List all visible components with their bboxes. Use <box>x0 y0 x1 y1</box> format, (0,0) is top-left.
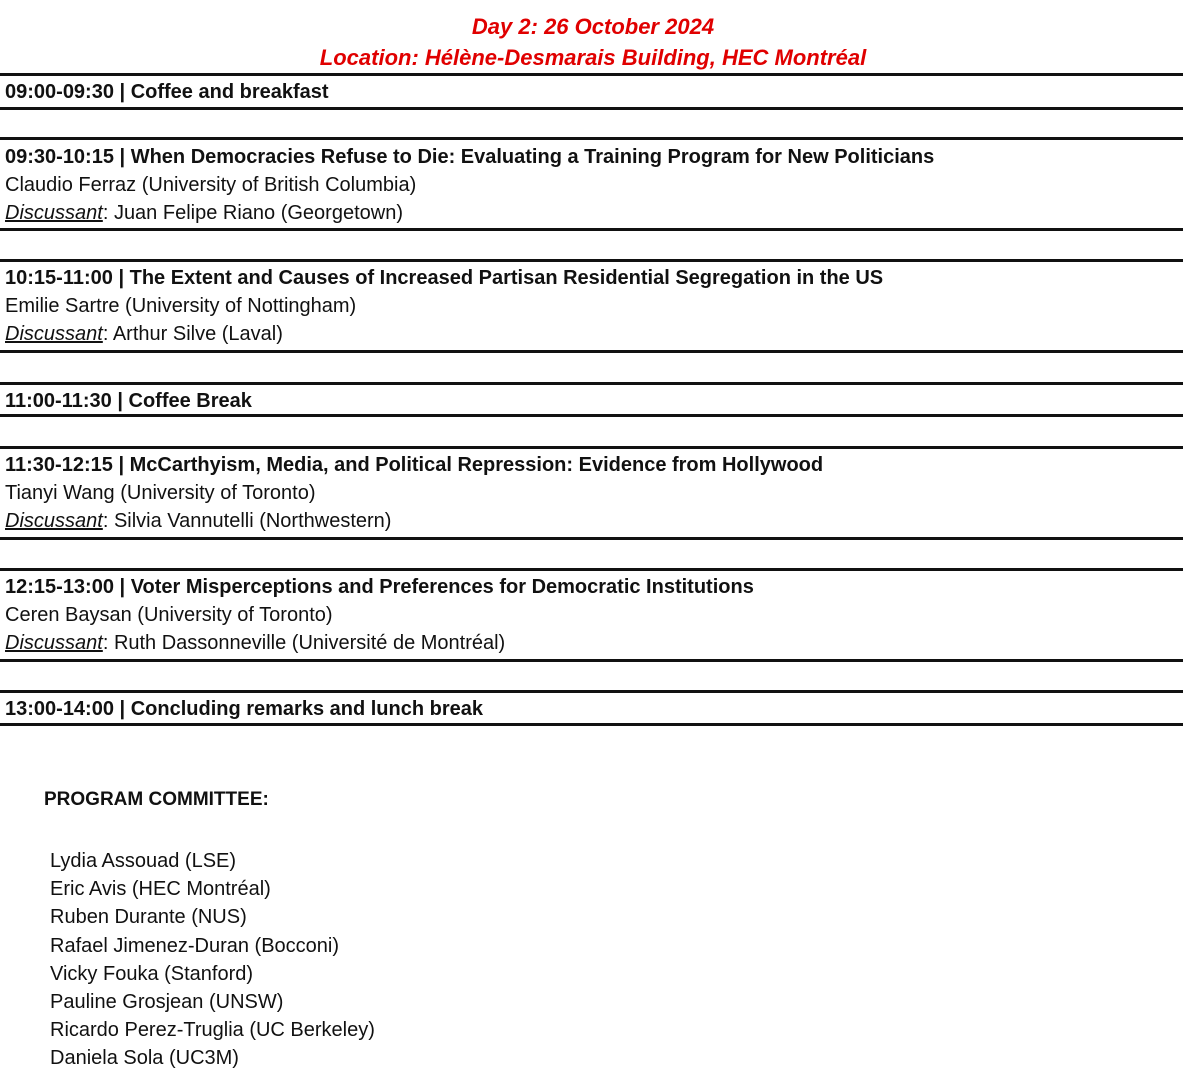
separator: | <box>119 576 126 598</box>
discussant-line: Discussant: Arthur Silve (Laval) <box>5 323 283 345</box>
rule <box>0 446 1183 449</box>
committee-member: Rafael Jimenez-Duran (Bocconi) <box>50 934 340 957</box>
slot-time: 09:00-09:30 <box>5 81 114 103</box>
separator: | <box>119 698 126 720</box>
speaker: Tianyi Wang (University of Toronto) <box>5 482 316 504</box>
slot-title: McCarthyism, Media, and Political Repression: Evidence from Hollywood <box>129 454 824 476</box>
separator: | <box>117 390 123 412</box>
discussant: Silvia Vannutelli (Northwestern) <box>113 510 392 532</box>
rule <box>0 414 1183 417</box>
schedule-slot <box>5 451 823 535</box>
slot-title-line <box>5 573 754 601</box>
slot-title: Coffee Break <box>128 390 252 412</box>
schedule-slot <box>5 264 883 348</box>
committee-member: Ricardo Perez-Truglia (UC Berkeley) <box>50 1019 375 1042</box>
separator: | <box>118 454 125 476</box>
discussant-label: Discussant <box>5 202 103 224</box>
day-heading: Day 2: 26 October 2024 <box>471 14 715 39</box>
slot-title: Voter Misperceptions and Preferences for Democratic Institutions <box>130 576 754 598</box>
committee-member: Vicky Fouka (Stanford) <box>50 962 254 985</box>
discussant-line: Discussant: Ruth Dassonneville (Université de Montréal) <box>5 632 506 654</box>
rule <box>0 107 1183 110</box>
slot-title-line <box>5 78 329 106</box>
schedule-slot <box>5 573 754 657</box>
rule <box>0 259 1183 262</box>
slot-time: 13:00-14:00 <box>5 698 114 720</box>
slot-title: When Democracies Refuse to Die: Evaluating a Training Program for New Politicians <box>130 146 935 168</box>
discussant: Arthur Silve (Laval) <box>112 323 283 345</box>
discussant-label: Discussant <box>5 510 103 532</box>
committee-title: PROGRAM COMMITTEE: <box>44 789 269 810</box>
committee-member: Lydia Assouad (LSE) <box>50 850 237 872</box>
separator: | <box>119 81 126 103</box>
location-heading: Location: Hélène-Desmarais Building, HEC Montréal <box>319 45 867 70</box>
slot-title-line <box>5 387 252 415</box>
rule <box>0 568 1183 571</box>
committee-member: Pauline Grosjean (UNSW) <box>50 991 284 1014</box>
committee-list <box>50 847 375 1073</box>
separator: | <box>119 146 126 168</box>
discussant-line: Discussant: Silvia Vannutelli (Northwestern) <box>5 510 392 532</box>
speaker: Emilie Sartre (University of Nottingham) <box>5 295 357 317</box>
slot-title-line <box>5 451 823 479</box>
separator: | <box>118 267 125 289</box>
slot-title-line <box>5 143 934 171</box>
schedule-slot <box>5 78 329 106</box>
slot-title: The Extent and Causes of Increased Partisan Residential Segregation in the US <box>129 267 884 289</box>
slot-title-line <box>5 264 883 292</box>
speaker: Claudio Ferraz (University of British Columbia) <box>5 174 417 196</box>
schedule-slot <box>5 387 252 415</box>
discussant: Ruth Dassonneville (Université de Montréal) <box>113 632 506 654</box>
slot-time: 11:30-12:15 <box>5 454 113 476</box>
committee-member: Daniela Sola (UC3M) <box>50 1047 239 1070</box>
rule <box>0 659 1183 662</box>
slot-title: Concluding remarks and lunch break <box>130 698 484 720</box>
slot-time: 10:15-11:00 <box>5 267 113 289</box>
slot-time: 11:00-11:30 <box>5 390 112 412</box>
rule <box>0 382 1183 385</box>
committee-member: Ruben Durante (NUS) <box>50 906 247 929</box>
discussant-label: Discussant <box>5 323 103 345</box>
slot-time: 12:15-13:00 <box>5 576 114 598</box>
slot-title-line <box>5 695 483 723</box>
discussant: Juan Felipe Riano (Georgetown) <box>113 202 403 224</box>
rule <box>0 690 1183 693</box>
rule <box>0 723 1183 726</box>
slot-title: Coffee and breakfast <box>130 81 329 103</box>
schedule-slot <box>5 695 483 723</box>
speaker: Ceren Baysan (University of Toronto) <box>5 604 333 626</box>
rule <box>0 73 1183 76</box>
discussant-line: Discussant: Juan Felipe Riano (Georgetown) <box>5 202 403 224</box>
rule <box>0 350 1183 353</box>
committee-member: Eric Avis (HEC Montréal) <box>50 878 271 901</box>
slot-time: 09:30-10:15 <box>5 146 114 168</box>
rule <box>0 137 1183 140</box>
rule <box>0 537 1183 540</box>
schedule-slot <box>5 143 934 227</box>
rule <box>0 228 1183 231</box>
discussant-label: Discussant <box>5 632 103 654</box>
